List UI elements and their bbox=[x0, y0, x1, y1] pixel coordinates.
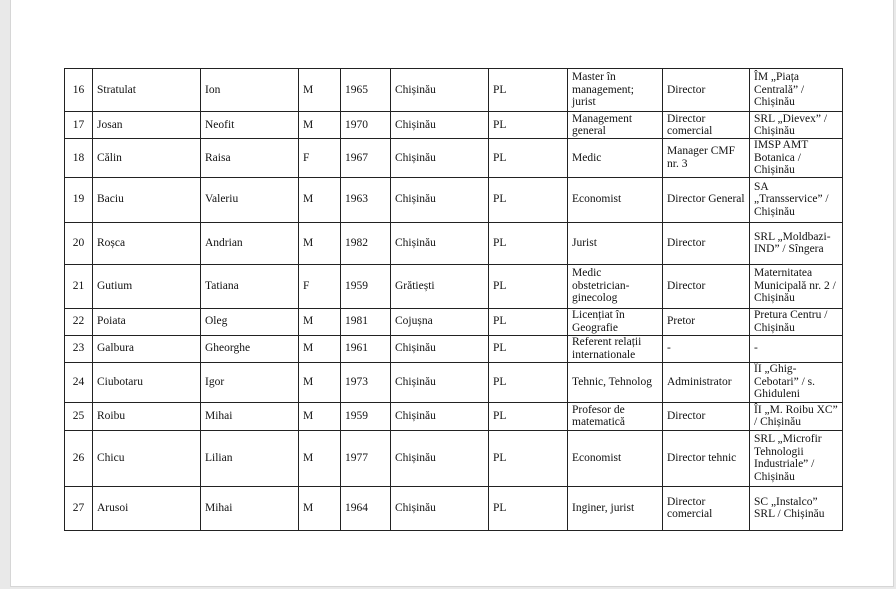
cell-birthplace: Chișinău bbox=[391, 430, 489, 486]
cell-last-name: Chicu bbox=[93, 430, 201, 486]
cell-workplace: SRL „Microfir Tehnologii Industriale” / Chișinău bbox=[750, 430, 843, 486]
cell-position: Director bbox=[663, 264, 750, 308]
cell-first-name: Tatiana bbox=[201, 264, 299, 308]
cell-row-number: 17 bbox=[65, 112, 93, 139]
cell-profession: Inginer, jurist bbox=[568, 486, 663, 530]
cell-workplace: ÎI „M. Roibu XC” / Chișinău bbox=[750, 402, 843, 430]
cell-first-name: Raisa bbox=[201, 139, 299, 178]
cell-row-number: 21 bbox=[65, 264, 93, 308]
table-row bbox=[65, 69, 843, 112]
cell-first-name: Neofit bbox=[201, 112, 299, 139]
cell-last-name: Galbura bbox=[93, 335, 201, 362]
cell-party: PL bbox=[489, 402, 568, 430]
cell-last-name: Poiata bbox=[93, 308, 201, 335]
cell-profession: Tehnic, Tehnolog bbox=[568, 362, 663, 402]
cell-row-number: 22 bbox=[65, 308, 93, 335]
cell-profession: Licențiat în Geografie bbox=[568, 308, 663, 335]
cell-party: PL bbox=[489, 177, 568, 222]
cell-birthplace: Chișinău bbox=[391, 177, 489, 222]
cell-birthplace: Chișinău bbox=[391, 112, 489, 139]
cell-workplace: SRL „Dievex” / Chișinău bbox=[750, 112, 843, 139]
table-row bbox=[65, 335, 843, 362]
table-row bbox=[65, 430, 843, 486]
cell-position: Administrator bbox=[663, 362, 750, 402]
table-row bbox=[65, 222, 843, 264]
cell-birth-year: 1982 bbox=[341, 222, 391, 264]
cell-row-number: 26 bbox=[65, 430, 93, 486]
cell-row-number: 27 bbox=[65, 486, 93, 530]
cell-profession: Economist bbox=[568, 177, 663, 222]
table-row bbox=[65, 486, 843, 530]
cell-position: - bbox=[663, 335, 750, 362]
cell-profession: Management general bbox=[568, 112, 663, 139]
cell-party: PL bbox=[489, 69, 568, 112]
cell-party: PL bbox=[489, 264, 568, 308]
candidates-table bbox=[64, 68, 843, 531]
cell-sex: M bbox=[299, 335, 341, 362]
cell-sex: F bbox=[299, 139, 341, 178]
cell-sex: M bbox=[299, 486, 341, 530]
cell-first-name: Mihai bbox=[201, 402, 299, 430]
table-body bbox=[65, 69, 843, 531]
cell-sex: M bbox=[299, 222, 341, 264]
cell-last-name: Baciu bbox=[93, 177, 201, 222]
cell-last-name: Arusoi bbox=[93, 486, 201, 530]
document-page bbox=[10, 0, 894, 587]
cell-birth-year: 1977 bbox=[341, 430, 391, 486]
table-row bbox=[65, 177, 843, 222]
cell-row-number: 25 bbox=[65, 402, 93, 430]
cell-position: Director bbox=[663, 69, 750, 112]
cell-workplace: ÎM „Piața Centrală” / Chișinău bbox=[750, 69, 843, 112]
cell-first-name: Ion bbox=[201, 69, 299, 112]
cell-workplace: SC „Instalco” SRL / Chișinău bbox=[750, 486, 843, 530]
cell-profession: Profesor de matematică bbox=[568, 402, 663, 430]
cell-position: Director tehnic bbox=[663, 430, 750, 486]
cell-first-name: Mihai bbox=[201, 486, 299, 530]
cell-birth-year: 1965 bbox=[341, 69, 391, 112]
cell-workplace: ÎI „Ghig-Cebotari” / s. Ghiduleni bbox=[750, 362, 843, 402]
cell-last-name: Roșca bbox=[93, 222, 201, 264]
cell-party: PL bbox=[489, 430, 568, 486]
cell-position: Manager CMF nr. 3 bbox=[663, 139, 750, 178]
cell-first-name: Lilian bbox=[201, 430, 299, 486]
cell-birth-year: 1981 bbox=[341, 308, 391, 335]
cell-sex: M bbox=[299, 177, 341, 222]
cell-first-name: Igor bbox=[201, 362, 299, 402]
cell-last-name: Călin bbox=[93, 139, 201, 178]
cell-birthplace: Chișinău bbox=[391, 69, 489, 112]
cell-position: Pretor bbox=[663, 308, 750, 335]
cell-sex: M bbox=[299, 430, 341, 486]
cell-last-name: Josan bbox=[93, 112, 201, 139]
cell-birthplace: Chișinău bbox=[391, 362, 489, 402]
cell-first-name: Oleg bbox=[201, 308, 299, 335]
cell-birth-year: 1970 bbox=[341, 112, 391, 139]
cell-birthplace: Cojușna bbox=[391, 308, 489, 335]
cell-last-name: Roibu bbox=[93, 402, 201, 430]
cell-position: Director comercial bbox=[663, 486, 750, 530]
cell-party: PL bbox=[489, 222, 568, 264]
cell-row-number: 19 bbox=[65, 177, 93, 222]
cell-profession: Medic bbox=[568, 139, 663, 178]
cell-party: PL bbox=[489, 308, 568, 335]
cell-first-name: Valeriu bbox=[201, 177, 299, 222]
cell-profession: Referent relații internationale bbox=[568, 335, 663, 362]
cell-sex: M bbox=[299, 402, 341, 430]
cell-profession: Jurist bbox=[568, 222, 663, 264]
cell-workplace: - bbox=[750, 335, 843, 362]
cell-first-name: Gheorghe bbox=[201, 335, 299, 362]
cell-party: PL bbox=[489, 335, 568, 362]
cell-party: PL bbox=[489, 486, 568, 530]
cell-party: PL bbox=[489, 112, 568, 139]
cell-birthplace: Chișinău bbox=[391, 139, 489, 178]
cell-sex: M bbox=[299, 308, 341, 335]
cell-birth-year: 1961 bbox=[341, 335, 391, 362]
cell-row-number: 16 bbox=[65, 69, 93, 112]
cell-birthplace: Chișinău bbox=[391, 486, 489, 530]
cell-profession: Economist bbox=[568, 430, 663, 486]
cell-sex: M bbox=[299, 69, 341, 112]
cell-position: Director comercial bbox=[663, 112, 750, 139]
cell-workplace: IMSP AMT Botanica / Chișinău bbox=[750, 139, 843, 178]
cell-row-number: 20 bbox=[65, 222, 93, 264]
cell-position: Director bbox=[663, 222, 750, 264]
cell-profession: Master în management; jurist bbox=[568, 69, 663, 112]
cell-row-number: 18 bbox=[65, 139, 93, 178]
table-row bbox=[65, 402, 843, 430]
cell-birth-year: 1959 bbox=[341, 264, 391, 308]
cell-row-number: 23 bbox=[65, 335, 93, 362]
cell-birth-year: 1959 bbox=[341, 402, 391, 430]
cell-last-name: Stratulat bbox=[93, 69, 201, 112]
cell-workplace: Pretura Centru / Chișinău bbox=[750, 308, 843, 335]
cell-sex: F bbox=[299, 264, 341, 308]
cell-sex: M bbox=[299, 362, 341, 402]
cell-row-number: 24 bbox=[65, 362, 93, 402]
cell-workplace: SRL „Moldbazi-IND” / Sîngera bbox=[750, 222, 843, 264]
table-row bbox=[65, 362, 843, 402]
cell-birthplace: Grătiești bbox=[391, 264, 489, 308]
cell-last-name: Ciubotaru bbox=[93, 362, 201, 402]
cell-profession: Medic obstetrician-ginecolog bbox=[568, 264, 663, 308]
table-row bbox=[65, 308, 843, 335]
table-row bbox=[65, 139, 843, 178]
cell-birth-year: 1973 bbox=[341, 362, 391, 402]
cell-birth-year: 1963 bbox=[341, 177, 391, 222]
table-row bbox=[65, 112, 843, 139]
cell-workplace: Maternitatea Municipală nr. 2 / Chișinău bbox=[750, 264, 843, 308]
cell-birthplace: Chișinău bbox=[391, 402, 489, 430]
cell-birthplace: Chișinău bbox=[391, 335, 489, 362]
table-row bbox=[65, 264, 843, 308]
cell-sex: M bbox=[299, 112, 341, 139]
cell-birthplace: Chișinău bbox=[391, 222, 489, 264]
cell-position: Director bbox=[663, 402, 750, 430]
cell-birth-year: 1967 bbox=[341, 139, 391, 178]
cell-birth-year: 1964 bbox=[341, 486, 391, 530]
cell-first-name: Andrian bbox=[201, 222, 299, 264]
cell-position: Director General bbox=[663, 177, 750, 222]
cell-workplace: SA „Transservice” / Chișinău bbox=[750, 177, 843, 222]
cell-party: PL bbox=[489, 362, 568, 402]
cell-party: PL bbox=[489, 139, 568, 178]
cell-last-name: Gutium bbox=[93, 264, 201, 308]
